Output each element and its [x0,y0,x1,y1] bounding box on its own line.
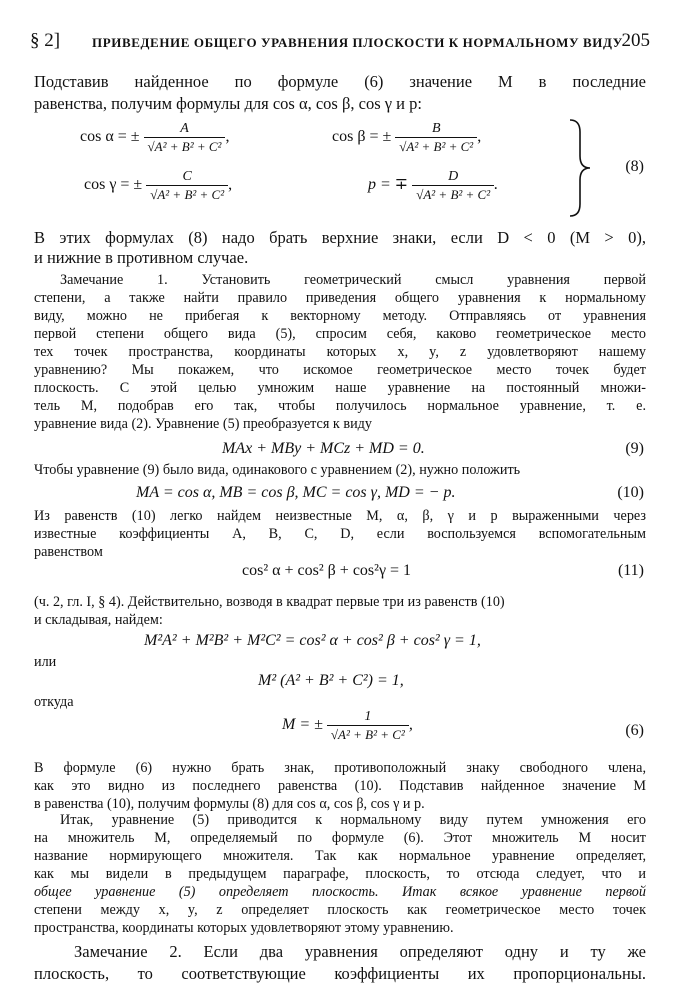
eq8-cos-alpha-lhs: cos α = ± [80,128,140,146]
eq8-p-lhs: p = ∓ [368,176,409,194]
eq8-cos-alpha [80,120,229,155]
eq8-cos-beta-lhs: cos β = ± [332,128,392,146]
remark1-line: уравнение вида (2). Уравнение (5) преобразуется к виду [34,416,372,432]
remark1-line: уравнению? Мы покажем, что искомое геометрическое место точек будет [34,362,646,378]
page-header [30,30,650,56]
fraction-numerator: C [182,169,192,184]
fraction-numerator: B [431,121,441,136]
eq8-cos-beta [332,120,481,155]
fraction-numerator: A [180,121,189,136]
para6-line: как мы видели в предыдущем параграфе, плоскость, то отсюда следует, что и [34,866,646,882]
para2-line2: и нижние в противном случае. [34,248,249,267]
para5-line: в равенства (10), получим формулы (8) для cos α, cos β, cos γ и p. [34,796,425,812]
running-title: ПРИВЕДЕНИЕ ОБЩЕГО УРАВНЕНИЯ ПЛОСКОСТИ К НОРМАЛЬНОМУ ВИДУ [92,35,623,50]
eq8-cos-beta-fraction [395,120,477,155]
para6-line: на множитель M, определяемый по формуле (6). Этот множитель M носит [34,830,646,846]
para1-line2: равенства, получим формулы для cos α, cos β, cos γ и p: [34,94,422,113]
eq9: MAx + MBy + MCz + MD = 0. [222,440,425,457]
eq8-number: (8) [625,158,644,175]
eq10: MA = cos α, MB = cos β, MC = cos γ, MD = − p. [136,484,456,501]
section-marker: § 2] [30,30,61,51]
word-whence: откуда [34,694,74,710]
eq8-p-fraction [412,168,494,203]
eq10-number: (10) [617,484,644,501]
comma: , [477,128,482,146]
eq8-p [368,168,498,203]
comma: , [228,176,233,194]
fraction-denominator: √A² + B² + C² [144,137,226,155]
eq11: cos² α + cos² β + cos²γ = 1 [242,562,412,579]
remark1-line: первой степени общего вида (5), спросим себя, каково геометрическое место [34,326,646,342]
eq-m-squared: M² (A² + B² + C²) = 1, [258,672,404,689]
line-after-eq9: Чтобы уравнение (9) было вида, одинакового с уравнением (2), нужно положить [34,462,521,478]
eq8-cos-alpha-fraction [144,120,226,155]
para6-line: название нормирующего множителя. Так как нормальное уравнение определяет, [34,848,646,864]
comma: , [225,128,230,146]
remark2-line1: Замечание 2. Если два уравнения определяют одну и ту же [74,942,646,961]
eq6 [282,708,413,743]
remark1-line: Замечание 1. Установить геометрический смысл уравнения первой [60,272,646,288]
para4-line: и складывая, найдем: [34,612,163,628]
remark1-line: виду, можно не прибегая к векторному методу. Отправляясь от уравнения [34,308,646,324]
para4-line: (ч. 2, гл. I, § 4). Действительно, возводя в квадрат первые три из равенств (10) [34,594,505,610]
comma: , [408,716,413,734]
fraction-denominator: √A² + B² + C² [327,725,409,743]
remark1-line: тель M, подобрав его так, чтобы получилось нормальное уравнение, т. е. [34,398,646,414]
remark2-line2: плоскость, то соответствующие коэффициенты их пропорциональны. [34,964,646,983]
eq8-cos-gamma-fraction [146,168,228,203]
para3-line: известные коэффициенты A, B, C, D, если воспользуемся вспомогательным [34,526,646,542]
fraction-numerator: D [448,169,459,184]
eq11-number: (11) [617,562,644,579]
period: . [494,176,499,194]
eq-squares: M²A² + M²B² + M²C² = cos² α + cos² β + cos² γ = 1, [144,632,481,649]
remark1-line: тех точек пространства, координаты которых x, y, z удовлетворяют нашему [34,344,646,360]
fraction-denominator: √A² + B² + C² [395,137,477,155]
page-number: 205 [621,30,650,51]
fraction-numerator: 1 [364,709,372,724]
para2-line1: В этих формулах (8) надо брать верхние знаки, если D < 0 (M > 0), [34,228,646,247]
eq8-cos-gamma-lhs: cos γ = ± [84,176,143,194]
para3-line: Из равенств (10) легко найдем неизвестные M, α, β, γ и p выраженными через [34,508,646,524]
para6-line: общее уравнение (5) определяет плоскость. Итак всякое уравнение первой [34,884,646,900]
eq8-cos-gamma [84,168,232,203]
eq6-lhs: M = ± [282,716,323,734]
para5-line: В формуле (6) нужно брать знак, противоположный знаку свободного члена, [34,760,646,776]
right-brace-icon [566,118,596,218]
para6-line: пространства, координаты которых удовлетворяют этому уравнению. [34,920,454,936]
eq6-number: (6) [625,722,644,739]
para5-line: как это видно из последнего равенства (10). Подставив найденное значение M [34,778,646,794]
para6-line: степени между x, y, z определяет плоскость как геометрическое место точек [34,902,646,918]
word-or: или [34,654,57,670]
eq9-number: (9) [625,440,644,457]
remark1-line: степени, а также найти правило приведения общего уравнения к нормальному [34,290,646,306]
fraction-denominator: √A² + B² + C² [412,185,494,203]
remark1-line: плоскость. С этой целью умножим наше уравнение на постоянный множи- [34,380,646,396]
eq6-fraction [327,708,409,743]
para3-line: равенством [34,544,103,560]
fraction-denominator: √A² + B² + C² [146,185,228,203]
para1-line1: Подставив найденное по формуле (6) значение M в последние [34,72,646,91]
para6-line: Итак, уравнение (5) приводится к нормальному виду путем умножения его [60,812,646,828]
